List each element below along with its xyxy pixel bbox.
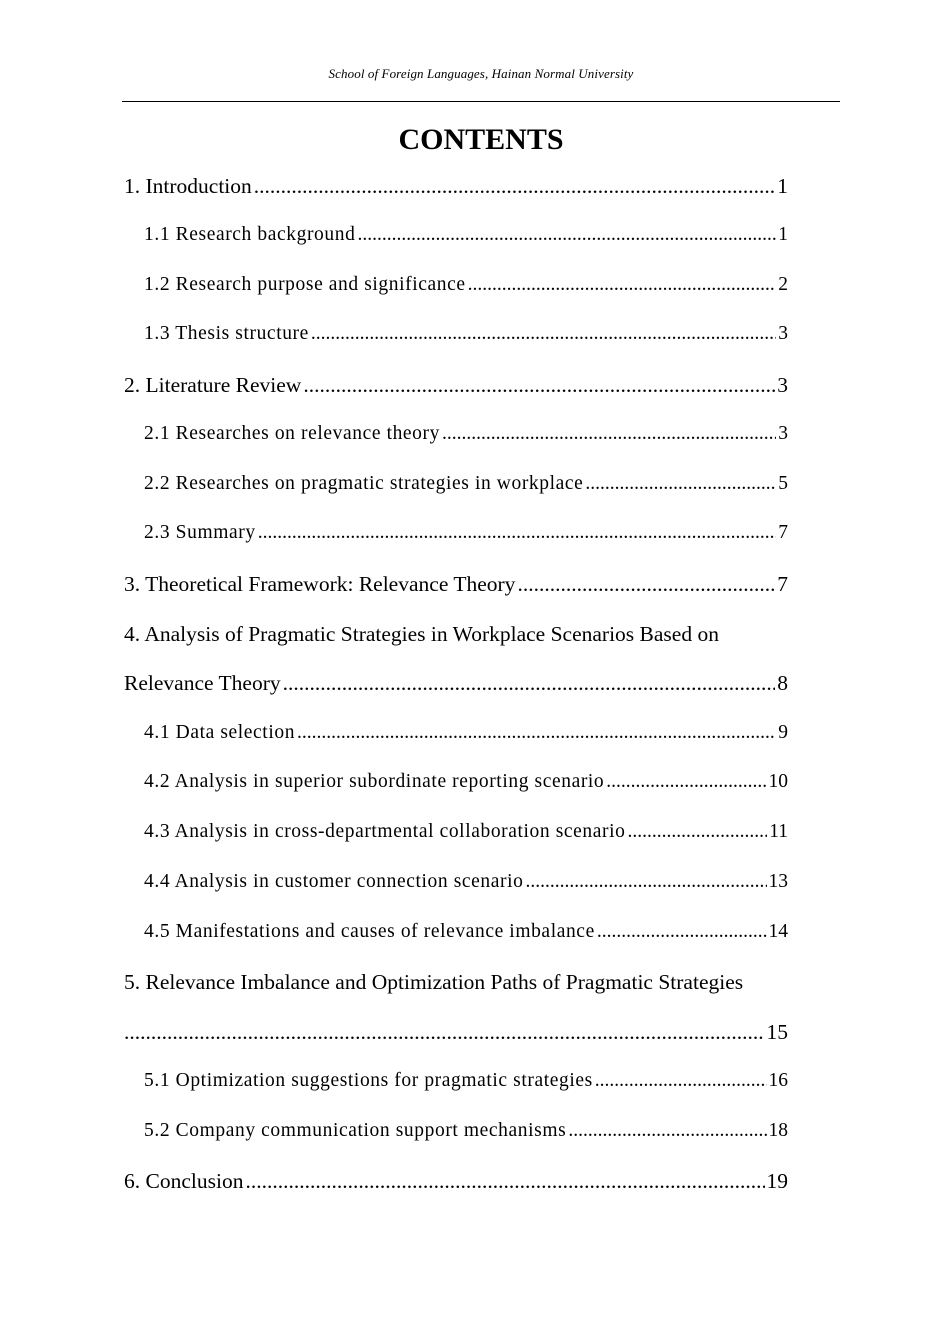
toc-page-number: 5 (778, 473, 788, 494)
toc-entry-title: 4.4 Analysis in customer connection scenario (144, 871, 524, 892)
toc-page-number: 14 (768, 921, 788, 942)
dot-leader (628, 821, 768, 843)
dot-leader (303, 373, 775, 398)
toc-page-number: 16 (768, 1070, 788, 1091)
dot-leader (258, 522, 777, 544)
dot-leader (311, 323, 776, 345)
toc-entry-conclusion[interactable] (124, 1169, 788, 1199)
toc-page-number: 11 (769, 821, 788, 842)
toc-page-number: 3 (777, 373, 788, 397)
toc-page-number: 7 (777, 572, 788, 596)
toc-entry-title: 2.1 Researches on relevance theory (144, 423, 440, 444)
toc-entry-data-selection[interactable] (144, 722, 788, 752)
toc-entry-title: 2.2 Researches on pragmatic strategies in workplace (144, 473, 584, 494)
running-header: School of Foreign Languages, Hainan Normal University (328, 66, 634, 81)
toc-page-number: 15 (766, 1020, 788, 1044)
toc-entry-analysis[interactable] (124, 671, 788, 701)
dot-leader (297, 722, 776, 744)
toc-entry-title: 4.2 Analysis in superior subordinate reporting scenario (144, 771, 605, 792)
toc-page-number: 2 (778, 274, 788, 295)
toc-entry-literature-review[interactable] (124, 373, 788, 403)
toc-entry-title: 2.3 Summary (144, 522, 256, 543)
toc-entry-optimization-title-line[interactable]: 5. Relevance Imbalance and Optimization Paths of Pragmatic Strategies (124, 970, 744, 994)
toc-entry-superior-subordinate[interactable] (144, 771, 788, 801)
toc-entry-theoretical-framework[interactable] (124, 572, 788, 602)
toc-entry-title-continued: Relevance Theory (124, 671, 281, 695)
toc-entry-title: 1.2 Research purpose and significance (144, 274, 466, 295)
dot-leader (468, 274, 777, 296)
toc-entry-title: 4.3 Analysis in cross-departmental collaboration scenario (144, 821, 626, 842)
dot-leader (585, 473, 776, 495)
toc-entry-relevance-theory-research[interactable] (144, 423, 788, 453)
toc-entry-title: 1.1 Research background (144, 224, 356, 245)
toc-entry-analysis-title-line[interactable]: 4. Analysis of Pragmatic Strategies in Workplace Scenarios Based on (124, 622, 719, 646)
toc-entry-title: 1.3 Thesis structure (144, 323, 309, 344)
toc-entry-summary[interactable] (144, 522, 788, 552)
title-initial: C (398, 123, 421, 156)
toc-entry-pragmatic-strategies-research[interactable] (144, 473, 788, 503)
toc-entry-thesis-structure[interactable] (144, 323, 788, 353)
title-rest: ONTENTS (420, 123, 564, 156)
toc-entry-research-background[interactable] (144, 224, 788, 254)
toc-page-number: 1 (778, 224, 788, 245)
toc-page-number: 3 (778, 423, 788, 444)
toc-entry-title: 6. Conclusion (124, 1169, 244, 1193)
dot-leader (254, 174, 775, 199)
toc-entry-research-purpose[interactable] (144, 274, 788, 304)
dot-leader (124, 1020, 765, 1045)
toc-entry-cross-departmental[interactable] (144, 821, 788, 851)
header-divider (122, 101, 840, 102)
toc-entry-optimization[interactable] (124, 1020, 788, 1050)
toc-entry-title: 5.1 Optimization suggestions for pragmatic strategies (144, 1070, 593, 1091)
toc-entry-support-mechanisms[interactable] (144, 1120, 788, 1150)
toc-page-number: 19 (766, 1169, 788, 1193)
dot-leader (595, 1070, 767, 1092)
toc-entry-title: 5.2 Company communication support mechanisms (144, 1120, 567, 1141)
toc-entry-introduction[interactable] (124, 174, 788, 204)
dot-leader (597, 921, 767, 943)
dot-leader (245, 1169, 764, 1194)
toc-entry-optimization-suggestions[interactable] (144, 1070, 788, 1100)
toc-page-number: 9 (778, 722, 788, 743)
toc-entry-title: 1. Introduction (124, 174, 252, 198)
toc-entry-customer-connection[interactable] (144, 871, 788, 901)
dot-leader (442, 423, 776, 445)
toc-entry-title: 3. Theoretical Framework: Relevance Theory (124, 572, 516, 596)
toc-page-number: 8 (777, 671, 788, 695)
toc-page-number: 1 (777, 174, 788, 198)
toc-entry-title: 4.5 Manifestations and causes of relevance imbalance (144, 921, 595, 942)
page-title (122, 122, 840, 158)
dot-leader (526, 871, 767, 893)
toc-page-number: 10 (768, 771, 788, 792)
dot-leader (606, 771, 766, 793)
toc-page-number: 3 (778, 323, 788, 344)
dot-leader (517, 572, 775, 597)
dot-leader (283, 671, 776, 696)
dot-leader (568, 1120, 766, 1142)
toc-entry-title: 4.1 Data selection (144, 722, 296, 743)
toc-entry-relevance-imbalance-causes[interactable] (144, 921, 788, 951)
toc-page-number: 18 (768, 1120, 788, 1141)
toc-entry-title: 2. Literature Review (124, 373, 302, 397)
toc-page-number: 7 (778, 522, 788, 543)
dot-leader (357, 224, 776, 246)
toc-page-number: 13 (768, 871, 788, 892)
